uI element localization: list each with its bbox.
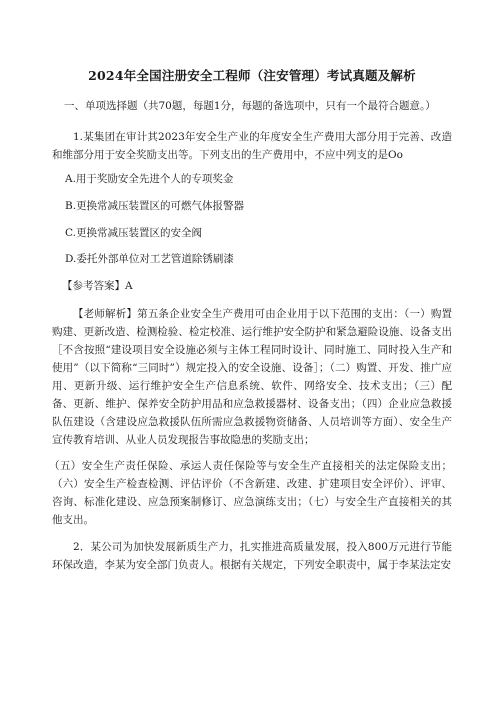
answer-label: 【参考答案】 [62,280,125,293]
question-2-stem: 2．某公司为加快发展新质生产力，扎实推进高质量发展，投入800万元进行节能环保改造，李某为安全部门负责人。根据有关规定，下列安全职责中，属于李某法定安 [52,540,452,571]
question-1-option-b: B.更换常减压装置区的可燃气体报警器 [65,199,245,212]
question-1-option-d: D.委托外部单位对工艺管道除锈刷漆 [65,253,234,266]
document-title: 2024年全国注册安全工程师（注安管理）考试真题及解析 [88,68,416,83]
analysis-text: 第五条企业安全生产费用可由企业用于以下范围的支出：（一）购置购建、更新改造、检测检验、检定校准、运行维护安全防护和紧急避险设施、设备支出［不含按照“建设项目安全设施必须与主体工程同时设计、同时施工、同时投入生产和使用”（以下简称“三同时”）规定投入的安全设施、设备］；（二）购置、开发、推广应用、更新升级、运行维护安全生产信息系统、软件、网络安全、技术支出；（三）配备、更新、维护、保养安全防护用品和应急救援器材、设备支出；（四）企业应急救援队伍建设（含建设应急救援队伍所需应急救援物资储备、人员培训等方面）、安全生产宣传教育培训、从业人员发现报告事故隐患的奖励支出； [52,307,453,447]
question-1-analysis-continued: （五）安全生产责任保险、承运人责任保险等与安全生产直接相关的法定保险支出；（六）安全生产检查检测、评估评价（不含新建、改建、扩建项目安全评价）、评审、咨询、标准化建设、应急预案制修订、应急演练支出；（七）与安全生产直接相关的其他支出。 [49,460,452,527]
question-1-stem: 1.某集团在审计其2023年安全生产业的年度安全生产费用大部分用于完善、改造和维部分用于安全奖励支出等。下列支出的生产费用中，不应中列支的是Oo [52,131,452,162]
question-1-analysis [52,305,452,449]
question-1-option-c: C.更换常减压装置区的安全阀 [65,226,202,239]
section-heading: 一、单项选择题（共70题，每题1分，每题的备选项中，只有一个最符合题意。） [64,99,436,112]
answer-value: A [125,280,133,293]
question-1-option-a: A.用于奖励安全先进个人的专项奖金 [65,173,234,186]
question-1-answer [52,279,452,295]
analysis-label: 【老师解析】 [73,307,138,320]
